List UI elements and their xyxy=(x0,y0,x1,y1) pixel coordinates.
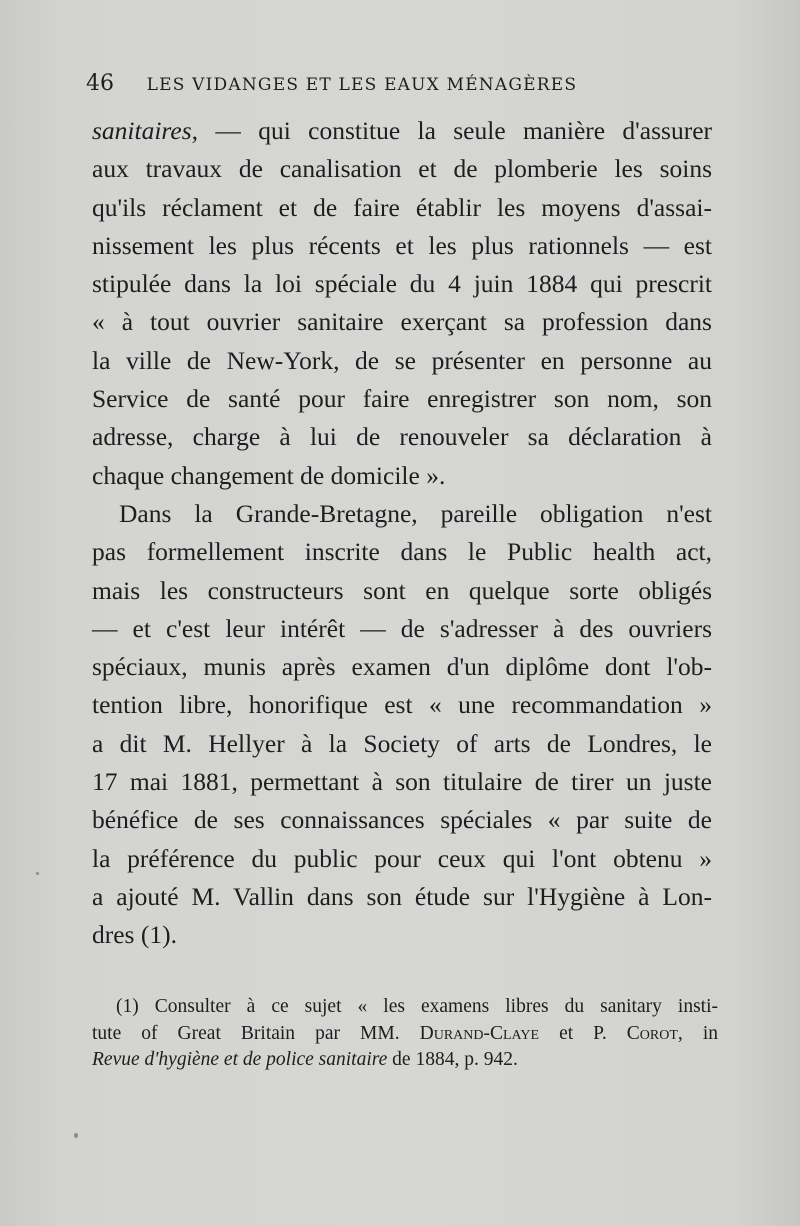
paper-speck xyxy=(74,1133,78,1138)
page-header xyxy=(86,66,726,102)
text-line: a dit M. Hellyer à la Society of arts de Londres, le xyxy=(92,728,712,758)
body-text xyxy=(92,112,712,955)
text-line: la préférence du public pour ceux qui l'ont obtenu » xyxy=(92,843,712,873)
footnote-line: tute of Great Britain par MM. Durand-Claye et P. Corot, in xyxy=(92,1022,718,1044)
footnote-line: (1) Consulter à ce sujet « les examens libres du sanitary insti- xyxy=(116,996,718,1017)
text-line: Service de santé pour faire enregistrer son nom, son xyxy=(92,384,712,414)
text-line: stipulée dans la loi spéciale du 4 juin 1884 qui prescrit xyxy=(92,269,712,299)
text-line: la ville de New-York, de se présenter en personne au xyxy=(92,345,712,375)
text-line: 17 mai 1881, permettant à son titulaire de tirer un juste xyxy=(92,767,712,797)
text-line: « à tout ouvrier sanitaire exerçant sa profession dans xyxy=(92,307,712,337)
text-line: adresse, charge à lui de renouveler sa déclaration à xyxy=(92,422,712,452)
text-line: tention libre, honorifique est « une recommandation » xyxy=(92,690,712,720)
text-line: bénéfice de ses connaissances spéciales « par suite de xyxy=(92,805,712,835)
text-line: mais les constructeurs sont en quelque sorte obligés xyxy=(92,575,712,605)
paper-speck xyxy=(36,872,39,875)
text-line: aux travaux de canalisation et de plomberie les soins xyxy=(92,154,712,184)
text-line: Dans la Grande-Bretagne, pareille obligation n'est xyxy=(119,498,712,528)
running-title: LES VIDANGES ET LES EAUX MÉNAGÈRES xyxy=(146,75,578,95)
footnote-line: Revue d'hygiène et de police sanitaire de 1884, p. 942. xyxy=(92,1049,518,1070)
text-line: sanitaires, — qui constitue la seule manière d'assurer xyxy=(92,116,712,145)
text-line: qu'ils réclament et de faire établir les moyens d'assai- xyxy=(92,192,712,222)
text-line: pas formellement inscrite dans le Public health act, xyxy=(92,537,712,567)
text-line: nissement les plus récents et les plus rationnels — est xyxy=(92,230,712,260)
text-line: spéciaux, munis après examen d'un diplôme dont l'ob- xyxy=(92,652,712,682)
text-line: dres (1). xyxy=(92,920,177,950)
page-number: 46 xyxy=(86,71,114,96)
text-line: chaque changement de domicile ». xyxy=(92,460,446,490)
footnote xyxy=(92,994,718,1074)
text-line: a ajouté M. Vallin dans son étude sur l'Hygiène à Lon- xyxy=(92,881,712,911)
text-line: — et c'est leur intérêt — de s'adresser à des ouvriers xyxy=(92,613,712,643)
